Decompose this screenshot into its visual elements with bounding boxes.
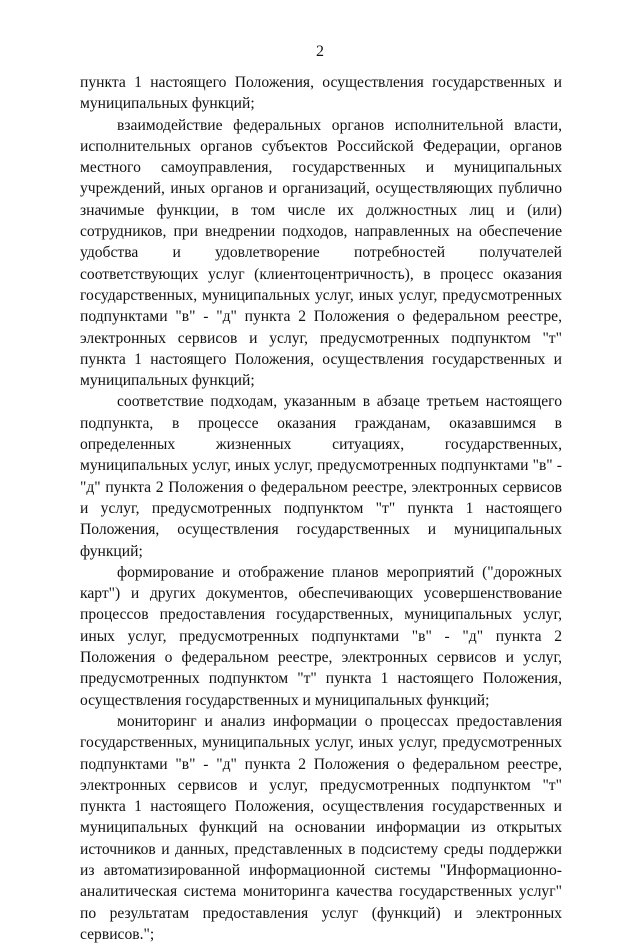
paragraph-continuation: пункта 1 настоящего Положения, осуществления государственных и муниципальных функций; [80,74,562,113]
paragraph-interaction: взаимодействие федеральных органов исполнительной власти, исполнительных органов субъектов Российской Федерации, органов местного самоуправления, государственных и муниципальных учреждений, иных органов и организаций, осуществляющих публично значимые функции, в том числе их должностных лиц и (или) сотрудников, при внедрении подходов, направленных на обеспечение удобства и удовлетворение потребностей получателей соответствующих услуг (клиентоцентричность), в процесс оказания государственных, муниципальных услуг, иных услуг, предусмотренных подпунктами "в" - "д" пункта 2 Положения о федеральном реестре, электронных сервисов и услуг, предусмотренных подпунктом "т" пункта 1 настоящего Положения, осуществления государственных и муниципальных функций; [80,116,562,390]
document-body [80,72,562,945]
paragraph-roadmaps: формирование и отображение планов мероприятий ("дорожных карт") и других документов, обеспечивающих усовершенствование процессов предоставления государственных, муниципальных услуг, иных услуг, предусмотренных подпунктами "в" - "д" пункта 2 Положения о федеральном реестре, электронных сервисов и услуг, предусмотренных подпунктом "т" пункта 1 настоящего Положения, осуществления государственных и муниципальных функций; [80,563,562,709]
page-number: 2 [316,43,324,60]
paragraph-compliance: соответствие подходам, указанным в абзаце третьем настоящего подпункта, в процессе оказания гражданам, оказавшимся в определенных жизненных ситуациях, государственных, муниципальных услуг, иных услуг, предусмотренных подпунктами "в" - "д" пункта 2 Положения о федеральном реестре, электронных сервисов и услуг, предусмотренных подпунктом "т" пункта 1 настоящего Положения, осуществления государственных и муниципальных функций; [80,393,562,560]
paragraph-monitoring: мониторинг и анализ информации о процессах предоставления государственных, муниципальных услуг, иных услуг, предусмотренных подпунктами "в" - "д" пункта 2 Положения о федеральном реестре, электронных сервисов и услуг, предусмотренных подпунктом "т" пункта 1 настоящего Положения, осуществления государственных и муниципальных функций на основании информации из открытых источников и данных, представленных в подсистему среды поддержки из автоматизированной информационной системы "Информационно-аналитическая система мониторинга качества государственных услуг" по результатам предоставления услуг (функций) и электронных сервисов."; [80,712,562,943]
